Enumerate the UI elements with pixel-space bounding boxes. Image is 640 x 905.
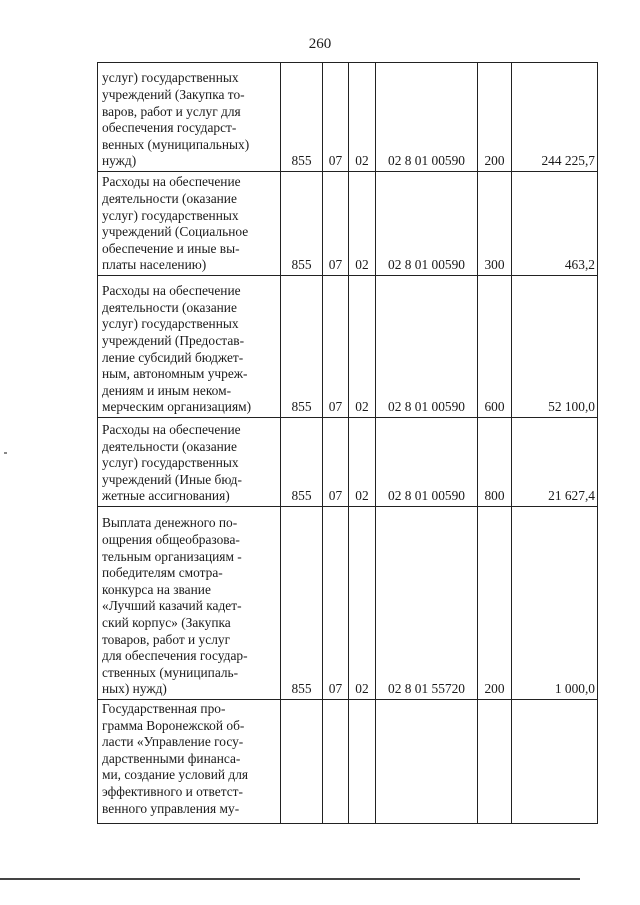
ved-cell: 855 — [281, 172, 323, 276]
subsection-cell: 02 — [349, 63, 376, 172]
ved-cell: 855 — [281, 63, 323, 172]
expense-type-cell: 200 — [478, 507, 512, 700]
section-cell: 07 — [323, 418, 349, 507]
target-article-cell: 02 8 01 00590 — [376, 63, 478, 172]
row-name-cell: Государственная про- грамма Воронежской об- ласти «Управление госу- дарственными финанса- ми, создание условий для эффективного и ответст- венного управления му- — [98, 700, 281, 824]
subsection-cell: 02 — [349, 507, 376, 700]
ved-cell: 855 — [281, 507, 323, 700]
table-row — [98, 700, 598, 824]
expense-type-cell: 800 — [478, 418, 512, 507]
section-cell: 07 — [323, 507, 349, 700]
target-article-cell: 02 8 01 55720 — [376, 507, 478, 700]
ved-cell: 855 — [281, 276, 323, 418]
section-cell: 07 — [323, 63, 349, 172]
expense-type-cell: 300 — [478, 172, 512, 276]
amount-cell — [512, 700, 598, 824]
ved-cell: 855 — [281, 418, 323, 507]
subsection-cell: 02 — [349, 418, 376, 507]
table-row — [98, 418, 598, 507]
amount-cell: 463,2 — [512, 172, 598, 276]
subsection-cell: 02 — [349, 276, 376, 418]
table-row — [98, 63, 598, 172]
expense-type-cell: 600 — [478, 276, 512, 418]
section-cell — [323, 700, 349, 824]
expense-type-cell: 200 — [478, 63, 512, 172]
table-row — [98, 507, 598, 700]
row-name-cell: услуг) государственных учреждений (Закупка то- варов, работ и услуг для обеспечения государст- венных (муниципальных) нужд) — [98, 63, 281, 172]
target-article-cell: 02 8 01 00590 — [376, 172, 478, 276]
section-cell: 07 — [323, 276, 349, 418]
expense-type-cell — [478, 700, 512, 824]
row-name-cell: Выплата денежного по- ощрения общеобразова- тельным организациям - победителям смотра- конкурса на звание «Лучший казачий кадет- ский корпус» (Закупка товаров, работ и услуг для обеспечения государ- ственных (муниципаль- ных) нужд) — [98, 507, 281, 700]
amount-cell: 1 000,0 — [512, 507, 598, 700]
target-article-cell — [376, 700, 478, 824]
target-article-cell: 02 8 01 00590 — [376, 418, 478, 507]
table-row — [98, 172, 598, 276]
amount-cell: 244 225,7 — [512, 63, 598, 172]
page-number: 260 — [308, 36, 332, 52]
target-article-cell: 02 8 01 00590 — [376, 276, 478, 418]
section-cell: 07 — [323, 172, 349, 276]
row-name-cell: Расходы на обеспечение деятельности (оказание услуг) государственных учреждений (Предостав- ление субсидий бюджет- ным, автономным учреж- дениям и иным неком- мерческим организациям) — [98, 276, 281, 418]
subsection-cell — [349, 700, 376, 824]
scan-mark — [4, 452, 7, 454]
ved-cell — [281, 700, 323, 824]
amount-cell: 52 100,0 — [512, 276, 598, 418]
footer-rule — [0, 878, 580, 880]
budget-table — [97, 62, 598, 824]
row-name-cell: Расходы на обеспечение деятельности (оказание услуг) государственных учреждений (Социальное обеспечение и иные вы- платы населению) — [98, 172, 281, 276]
subsection-cell: 02 — [349, 172, 376, 276]
row-name-cell: Расходы на обеспечение деятельности (оказание услуг) государственных учреждений (Иные бюд- жетные ассигнования) — [98, 418, 281, 507]
table-row — [98, 276, 598, 418]
amount-cell: 21 627,4 — [512, 418, 598, 507]
